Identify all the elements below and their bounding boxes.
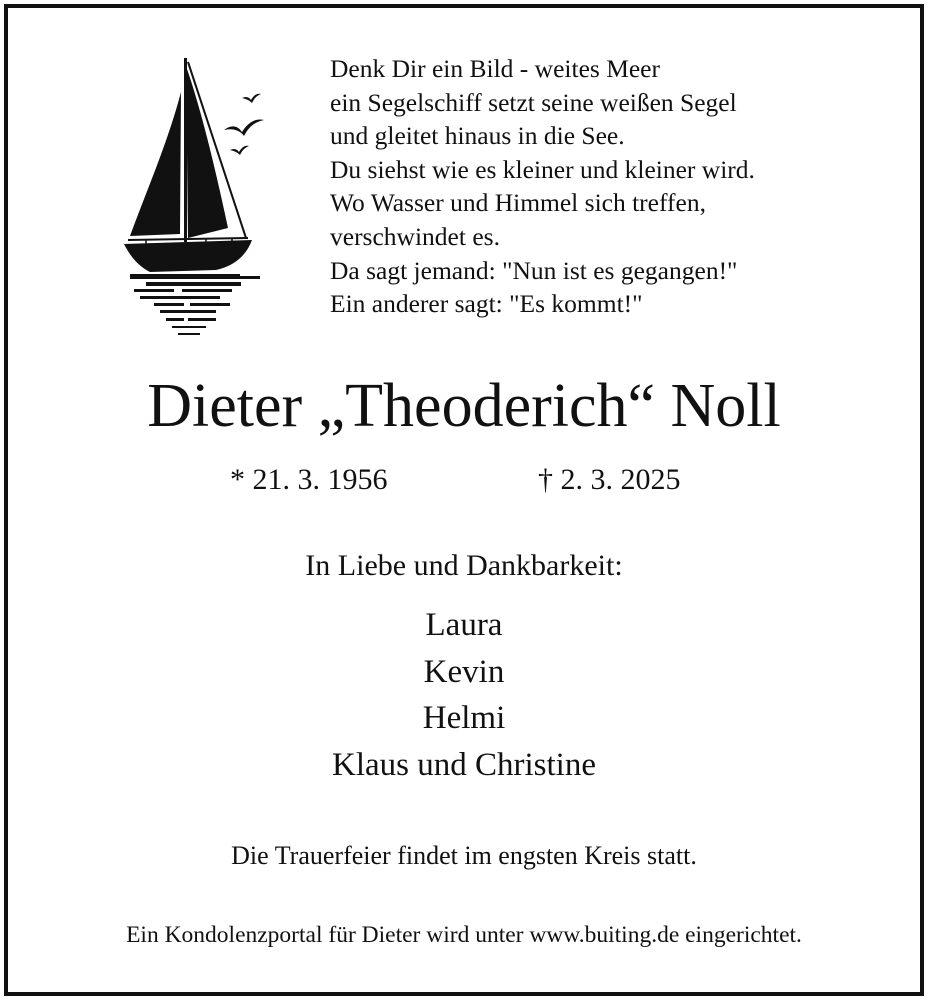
obituary-card — [4, 4, 924, 996]
poem-line: verschwindet es. — [330, 221, 500, 251]
poem — [330, 52, 890, 321]
poem-line: ein Segelschiff setzt seine weißen Segel — [330, 87, 737, 117]
mourner-name: Helmi — [422, 700, 506, 736]
condolence-portal-notice: Ein Kondolenzportal für Dieter wird unter www.buiting.de eingerichtet. — [126, 922, 802, 948]
dedication-line: In Liebe und Dankbarkeit: — [305, 549, 623, 582]
poem-line: Denk Dir ein Bild - weites Meer — [330, 54, 660, 83]
mourner-name: Kevin — [423, 653, 505, 690]
deceased-name: Dieter „Theoderich“ Noll — [147, 372, 781, 440]
poem-line: Du siehst wie es kleiner und kleiner wird. — [330, 154, 755, 184]
death-date: † 2. 3. 2025 — [538, 463, 681, 496]
poem-line: Da sagt jemand: "Nun ist es gegangen!" — [330, 255, 738, 285]
mourner-name: Klaus und Christine — [332, 746, 596, 783]
mourner-list — [8, 602, 920, 788]
poem-line: Wo Wasser und Himmel sich treffen, — [330, 188, 706, 218]
birth-date: * 21. 3. 1956 — [230, 463, 388, 496]
poem-line: und gleitet hinaus in die See. — [330, 121, 625, 151]
sailboat-with-seagulls-icon — [116, 52, 266, 344]
mourner-name: Laura — [425, 607, 503, 643]
funeral-notice: Die Trauerfeier findet im engsten Kreis statt. — [231, 841, 697, 870]
poem-line: Ein anderer sagt: "Es kommt!" — [330, 289, 643, 319]
